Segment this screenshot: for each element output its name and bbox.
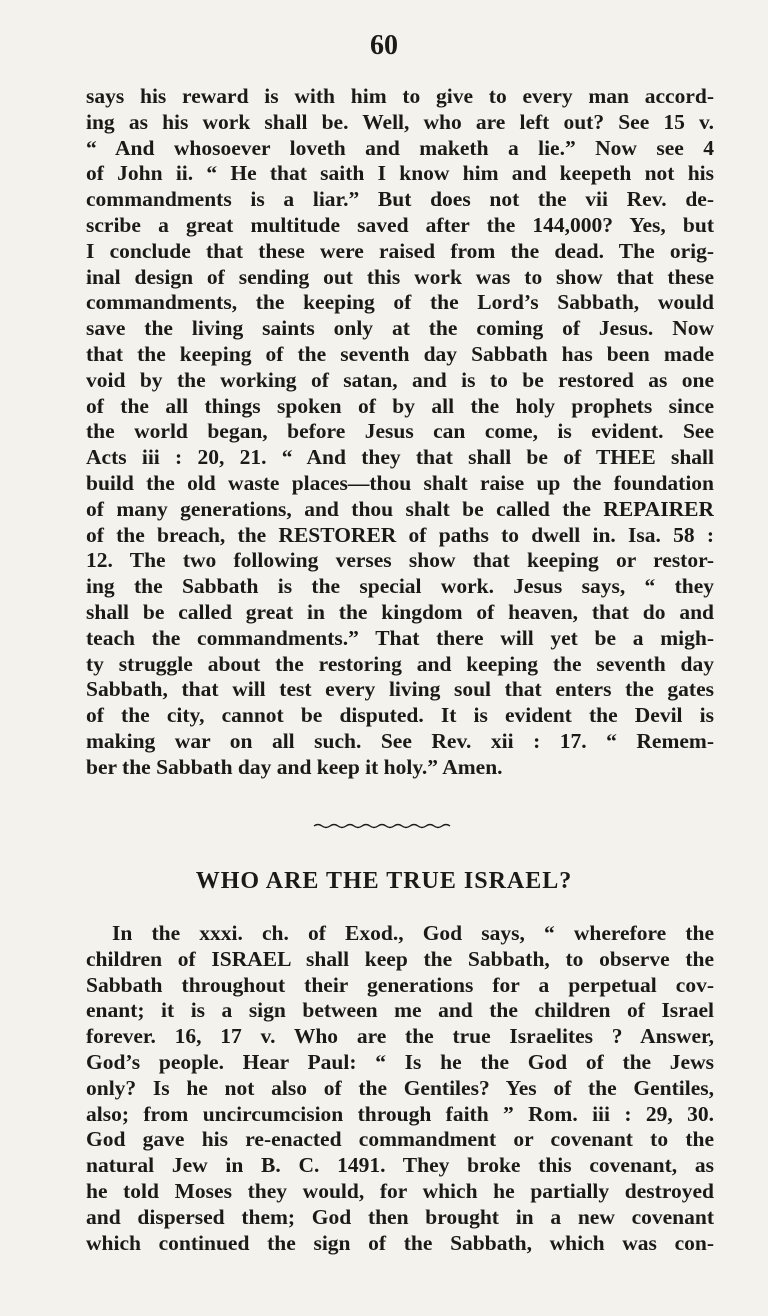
text-line: In the xxxi. ch. of Exod., God says, “ wherefore the	[112, 921, 714, 945]
text-line: natural Jew in B. C. 1491. They broke this covenant, as	[86, 1153, 714, 1178]
text-line: save the living saints only at the coming of Jesus. Now	[86, 316, 714, 341]
text-line: children of ISRAEL shall keep the Sabbath, to observe the	[86, 946, 714, 971]
text-line: and dispersed them; God then brought in a new covenant	[86, 1204, 714, 1229]
text-line: of the breach, the RESTORER of paths to dwell in. Isa. 58 :	[86, 522, 714, 547]
section-1-text	[86, 84, 714, 781]
text-line: commandments is a liar.” But does not the vii Rev. de-	[86, 187, 714, 212]
text-line: ber the Sabbath day and keep it holy.” Amen.	[86, 754, 503, 779]
text-line: inal design of sending out this work was to show that these	[86, 264, 714, 289]
text-line: which continued the sign of the Sabbath, which was con-	[86, 1230, 714, 1255]
text-line: I conclude that these were raised from the dead. The orig-	[86, 238, 714, 263]
text-line: shall be called great in the kingdom of heaven, that do and	[86, 599, 714, 624]
text-line: 12. The two following verses show that keeping or restor-	[86, 548, 714, 573]
text-line: that the keeping of the seventh day Sabbath has been made	[86, 341, 714, 366]
text-line: enant; it is a sign between me and the children of Israel	[86, 998, 714, 1023]
text-line: the world began, before Jesus can come, is evident. See	[86, 419, 714, 444]
text-line: ty struggle about the restoring and keeping the seventh day	[86, 651, 714, 676]
section-heading: WHO ARE THE TRUE ISRAEL?	[195, 868, 573, 894]
text-line: says his reward is with him to give to every man accord-	[86, 84, 714, 108]
page-number: 60	[370, 30, 398, 61]
text-line: Sabbath, that will test every living soul that enters the gates	[86, 677, 714, 702]
text-line: of John ii. “ He that saith I know him and keepeth not his	[86, 161, 714, 186]
text-line: Sabbath throughout their generations for a perpetual cov-	[86, 972, 714, 997]
text-line: also; from uncircumcision through faith ” Rom. iii : 29, 30.	[86, 1101, 714, 1126]
text-line: “ And whosoever loveth and maketh a lie.” Now see 4	[86, 135, 714, 160]
text-line: of the city, cannot be disputed. It is evident the Devil is	[86, 703, 714, 728]
text-line: forever. 16, 17 v. Who are the true Israelites ? Answer,	[86, 1024, 714, 1049]
text-line: ing as his work shall be. Well, who are left out? See 15 v.	[86, 109, 714, 134]
text-line: scribe a great multitude saved after the 144,000? Yes, but	[86, 212, 714, 237]
text-line: making war on all such. See Rev. xii : 17. “ Remem-	[86, 728, 714, 753]
text-line: ing the Sabbath is the special work. Jesus says, “ they	[86, 574, 714, 599]
text-line: of many generations, and thou shalt be called the REPAIRER	[86, 496, 714, 521]
text-line: void by the working of satan, and is to be restored as one	[86, 367, 714, 392]
text-line: teach the commandments.” That there will yet be a migh-	[86, 625, 714, 650]
text-line: God gave his re-enacted commandment or covenant to the	[86, 1127, 714, 1152]
ornamental-divider	[312, 822, 452, 830]
text-line: God’s people. Hear Paul: “ Is he the God of the Jews	[86, 1049, 714, 1074]
text-line: Acts iii : 20, 21. “ And they that shall be of THEE shall	[86, 445, 714, 470]
text-line: only? Is he not also of the Gentiles? Yes of the Gentiles,	[86, 1075, 714, 1100]
text-line: build the old waste places—thou shalt raise up the foundation	[86, 470, 714, 495]
section-2-text	[86, 921, 714, 1256]
text-line: commandments, the keeping of the Lord’s Sabbath, would	[86, 290, 714, 315]
text-line: of the all things spoken of by all the holy prophets since	[86, 393, 714, 418]
text-line: he told Moses they would, for which he partially destroyed	[86, 1178, 714, 1203]
